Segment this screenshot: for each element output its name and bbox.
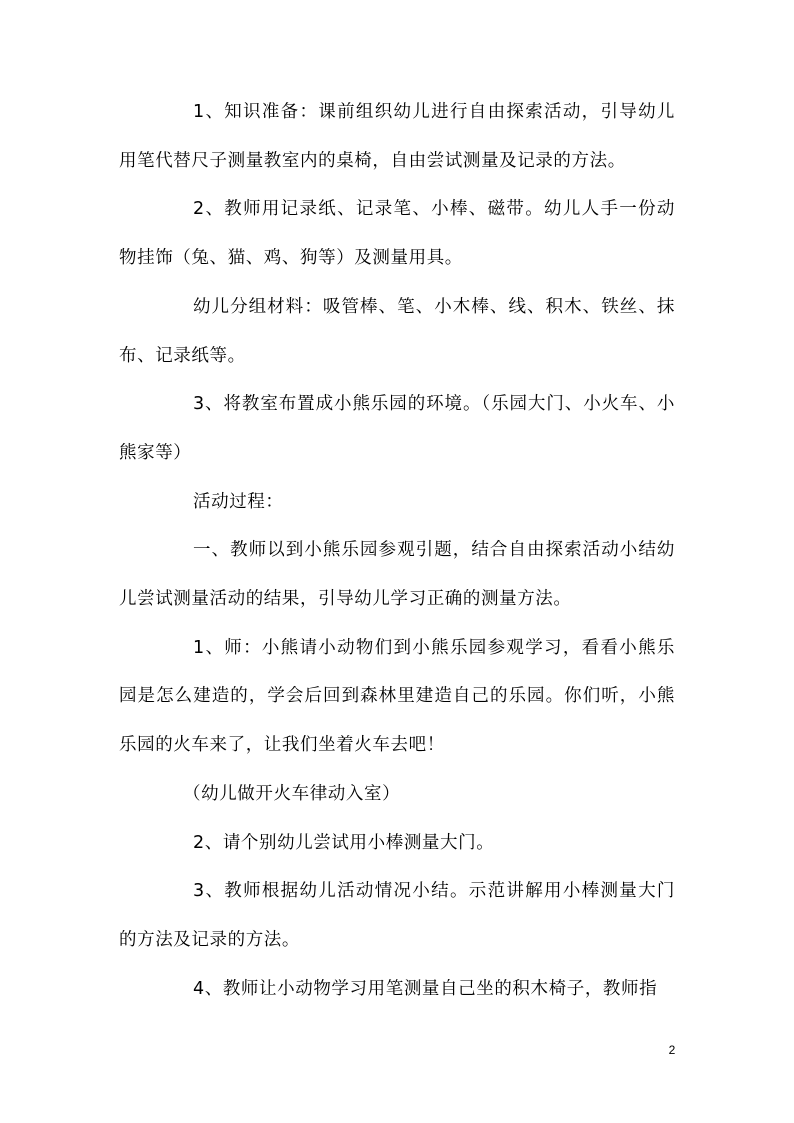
paragraph-train-rhythm: （幼儿做开火车律动入室） [183,783,401,804]
paragraph-step-three: 3、教师根据幼儿活动情况小结。示范讲解用小棒测量大门的方法及记录的方法。 [119,881,675,950]
paragraph-step-four: 4、教师让小动物学习用笔测量自己坐的积木椅子，教师指 [193,978,658,999]
paragraph-teacher-materials: 2、教师用记录纸、记录笔、小棒、磁带。幼儿人手一份动物挂饰（兔、猫、鸡、狗等）及测量用具。 [119,199,675,269]
page-number: 2 [668,1043,676,1057]
paragraph-knowledge-prep: 1、知识准备：课前组织幼儿进行自由探索活动，引导幼儿用笔代替尺子测量教室内的桌椅，自由尝试测量及记录的方法。 [119,102,675,171]
document-body [119,88,675,1013]
paragraph-step-two: 2、请个别幼儿尝试用小棒测量大门。 [193,832,495,853]
paragraph-activity-process-heading: 活动过程： [193,491,284,512]
paragraph-classroom-setup: 3、将教室布置成小熊乐园的环境。（乐园大门、小火车、小熊家等） [119,394,675,463]
paragraph-step-one: 1、师：小熊请小动物们到小熊乐园参观学习，看看小熊乐园是怎么建造的，学会后回到森林里建造自己的乐园。你们听，小熊乐园的火车来了，让我们坐着火车去吧！ [119,637,675,756]
paragraph-section-one: 一、教师以到小熊乐园参观引题，结合自由探索活动小结幼儿尝试测量活动的结果，引导幼儿学习正确的测量方法。 [119,540,675,610]
paragraph-group-materials: 幼儿分组材料：吸管棒、笔、小木棒、线、积木、铁丝、抹布、记录纸等。 [119,296,675,366]
